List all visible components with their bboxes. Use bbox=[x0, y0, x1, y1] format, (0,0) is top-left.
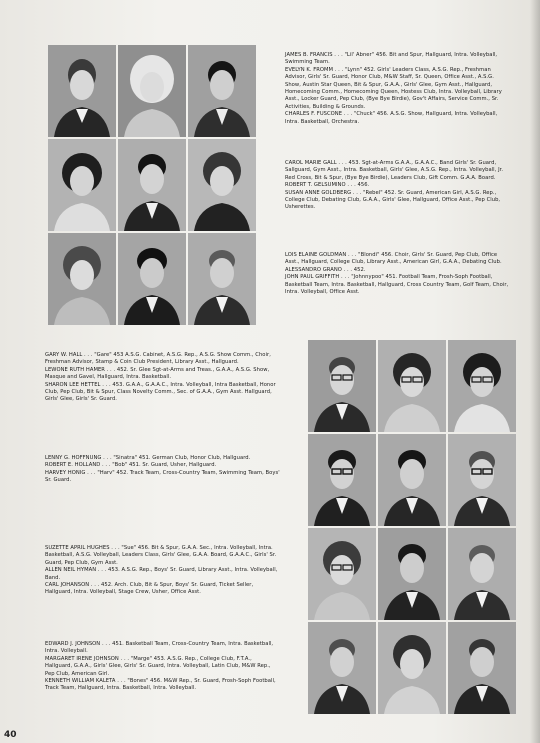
bio-entry: LOIS ELAINE GOLDMAN . . . "Blondi" 456. Choir, Girls' Sr. Guard, Pep Club, Office Asst., Hallguard, College Club, Library Asst., American Girl, G.A.A., Debating Club. bbox=[285, 252, 502, 266]
portrait-gary-hall bbox=[308, 340, 376, 432]
portrait-james-francis bbox=[48, 45, 116, 137]
portrait-edward-johnson bbox=[308, 622, 376, 714]
portrait-susan-goldberg bbox=[188, 139, 256, 231]
bio-entry: SHARON LEE HETTEL . . . 453. G.A.A., G.A.A.C., Intra. Volleyball, Intra Basketball, Honor Club, Pep Club, Bit & Spur, Class Novelty Comm., Sec. of G.A.A., Gym Asst. Hallguard, Girls' Glee, Girls' Sr. Guard. bbox=[45, 381, 276, 403]
portrait-suzette-hughes bbox=[308, 528, 376, 620]
bio-entry: EVELYN K. FROMM . . . "Lynn" 452. Girls' Leaders Class, A.S.G. Rep., Freshman Advisor, Girls' Sr. Guard, Honor Club, M&W Staff, Sr. Queen, Office Asst., A.S.G. Show, Austin Star Queen, Bit & Spur, G.A.A., Girls' Glee, Gym Asst., Hallguard, Homecoming Comm., Homecoming Queen, Hostess Club, Intra. Volleyball, Library Asst., Locker Guard, Pep Club, (Bye Bye Birdie), Gov't Affairs, Service Comm., Sr. Activities, Building & Grounds. bbox=[285, 66, 502, 110]
portrait-evelyn-fromm bbox=[118, 45, 186, 137]
portrait-john-griffith bbox=[188, 233, 256, 325]
portrait-lewone-hamer bbox=[378, 340, 446, 432]
book-spine-shadow bbox=[530, 0, 540, 743]
bio-block-1 bbox=[285, 52, 510, 126]
bio-entry: SUSAN ANNE GOLDBERG . . . "Rebel" 452. Sr. Guard, American Girl, A.S.G. Rep., College Club, Debating Club, G.A.A., Girls' Glee, Hallguard, Office Asst., Pep Club, Usherettes. bbox=[285, 189, 501, 211]
bio-entry: CHARLES F. FUSCONE . . . "Chuck" 456. A.S.G. Show, Hallguard, Intra. Volleyball, Intra. Basketball, Orchestra. bbox=[285, 111, 498, 125]
portrait-lois-goldman bbox=[48, 233, 116, 325]
portrait-allen-hyman bbox=[378, 528, 446, 620]
portrait-carol-gall bbox=[48, 139, 116, 231]
bio-entry: KENNETH WILLIAM KALETA . . . "Bones" 456. M&W Rep., Sr. Guard, Frosh-Soph Football, Track Team, Hallguard, Intra. Basketball, Intra. Volleyball. bbox=[45, 678, 276, 692]
portrait-alessandro-grano bbox=[118, 233, 186, 325]
portrait-kenneth-kaleta bbox=[448, 622, 516, 714]
bio-block-3 bbox=[285, 252, 510, 296]
bio-block-6 bbox=[45, 545, 280, 597]
bio-entry: SUZETTE APRIL HUGHES . . . "Sue" 456. Bit & Spur, G.A.A. Sec., Intra. Volleyball, Intra. Basketball, A.S.G. Volleyball, Leaders Class, Girls' Glee, G.A.A. Board, G.A.A.C., Girls' Sr. Guard, Pep Club, Gym Asst. bbox=[45, 545, 277, 566]
bio-entry: ALESSANDRO GRANO . . . 452. bbox=[285, 266, 366, 273]
bio-block-4 bbox=[45, 352, 280, 404]
bio-entry: ALLEN NEIL HYMAN . . . 453. A.S.G. Rep., Boys' Sr. Guard, Library Asst., Intra. Volleyball, Band. bbox=[45, 567, 278, 581]
portrait-margaret-johnson bbox=[378, 622, 446, 714]
bio-entry: CARL JOHANSON . . . 452. Arch. Club, Bit & Spur, Boys' Sr. Guard, Ticket Seller, Hallguard, Intra. Volleyball, Stage Crew, Usher, Office Asst. bbox=[45, 582, 254, 596]
portrait-harvey-honig bbox=[448, 434, 516, 526]
bio-entry: MARGARET IRENE JOHNSON . . . "Marge" 453. A.S.G. Rep., College Club, F.T.A., Hallguard, G.A.A., Girls' Glee, Girls' Sr. Guard, Intra. Volleyball, Latin Club, M&W Rep., Pep Club, American Girl. bbox=[45, 655, 271, 677]
portrait-carl-johanson bbox=[448, 528, 516, 620]
page-number: 40 bbox=[4, 730, 17, 740]
portrait-robert-gelsumino bbox=[118, 139, 186, 231]
bio-block-5 bbox=[45, 455, 280, 485]
bio-entry: LENNY G. HOFFNUNG . . . "Sinatra" 451. German Club, Honor Club, Hallguard. bbox=[45, 455, 251, 461]
bio-entry: JOHN PAUL GRIFFITH . . . "Johnnypoo" 451. Football Team, Frosh-Soph Football, Basketball Team, Intra. Basketball, Hallguard, Cross Country Team, Golf Team, Choir, Intra. Volleyball, Office Asst. bbox=[285, 274, 509, 296]
bio-block-2 bbox=[285, 160, 510, 212]
bio-entry: LEWONE RUTH HAMER . . . 452. Sr. Glee Sgt-at-Arms and Treas., G.A.A., A.S.G. Show, Masque and Gavel, Hallguard, Intra. Basketball. bbox=[45, 366, 270, 381]
bio-entry: ROBERT E. HOLLAND . . . "Bob" 451. Sr. Guard, Usher, Hallguard. bbox=[45, 462, 217, 469]
bio-entry: EDWARD J. JOHNSON . . . 451. Basketball Team, Cross-Country Team, Intra. Basketball, Intra. Volleyball. bbox=[45, 641, 274, 655]
portrait-sharon-hettel bbox=[448, 340, 516, 432]
bio-block-7 bbox=[45, 641, 280, 693]
bio-entry: ROBERT T. GELSUMINO . . . 456. bbox=[285, 182, 370, 189]
portrait-robert-holland bbox=[378, 434, 446, 526]
bio-entry: GARY W. HALL . . . "Gare" 453 A.S.G. Cabinet, A.S.G. Rep., A.S.G. Show Comm., Choir, Freshman Advisor, Stamp & Coin Club President, Library Asst., Hallguard. bbox=[45, 352, 271, 366]
bio-entry: HARVEY HONIG . . . "Harv" 452. Track Team, Cross-Country Team, Swimming Team, Boys' Sr. Guard. bbox=[45, 469, 280, 484]
bio-entry: CAROL MARIE GALL . . . 453. Sgt-at-Arms G.A.A., G.A.A.C., Band Girls' Sr. Guard, Sallguard, Gym Asst., Intra. Basketball, Girls' Glee, A.S.G. Rep., Intra. Volleyball, Jr. Red Cross, Bit & Spur, (Bye Bye Birdie), Leaders Club, Gift Comm. G.A.A. Board. bbox=[285, 160, 504, 181]
bio-entry: JAMES B. FRANCIS . . . "Lil' Abner" 456. Bit and Spur, Hallguard, Intra. Volleyball, Swimming Team. bbox=[285, 52, 498, 66]
portrait-lenny-hoffnung bbox=[308, 434, 376, 526]
portrait-charles-fuscone bbox=[188, 45, 256, 137]
